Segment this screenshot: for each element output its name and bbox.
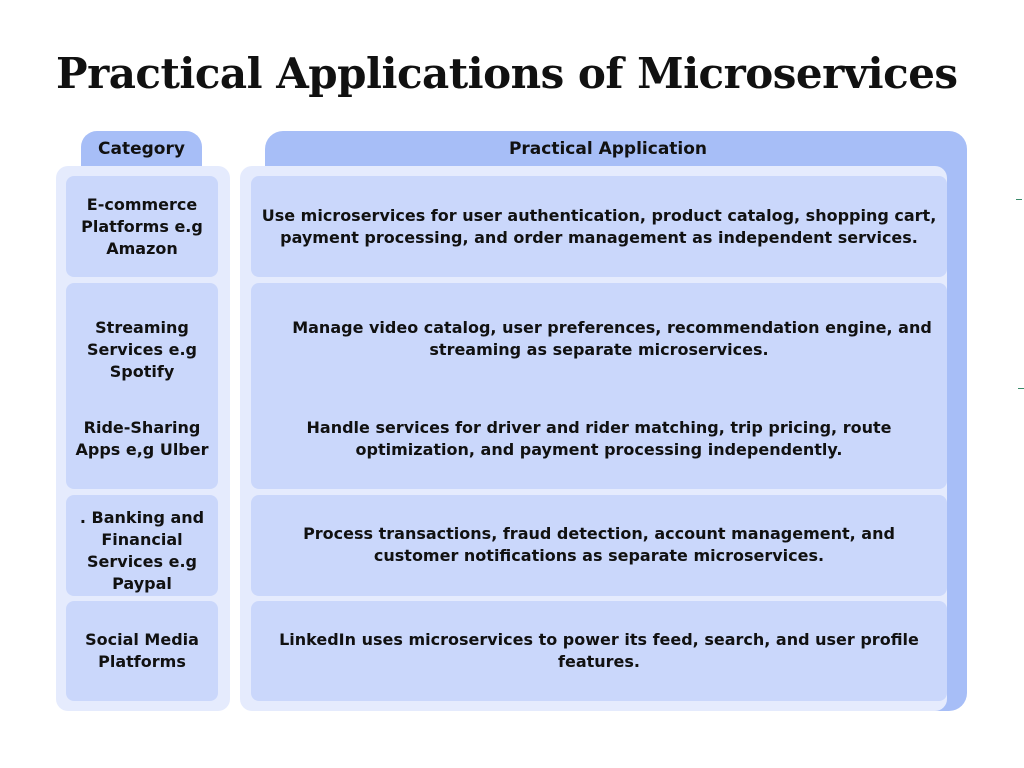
application-line: Manage video catalog, user preferences, recommendation engine, and bbox=[292, 318, 932, 337]
decorative-mark bbox=[1018, 388, 1024, 389]
page-title: Practical Applications of Microservices bbox=[56, 49, 958, 98]
table-row-category bbox=[66, 194, 218, 260]
category-line: Ride-Sharing bbox=[83, 418, 201, 437]
table-row-application bbox=[251, 629, 947, 673]
application-line: customer notifications as separate microservices. bbox=[373, 546, 825, 565]
category-line: . Banking and bbox=[79, 508, 205, 527]
decorative-mark bbox=[1016, 199, 1022, 200]
application-line: optimization, and payment processing independently. bbox=[355, 440, 843, 459]
category-line: Services e.g bbox=[87, 340, 197, 359]
category-column-header: Category bbox=[81, 131, 202, 167]
category-line: Services e.g bbox=[87, 552, 197, 571]
application-column-header: Practical Application bbox=[508, 139, 708, 159]
application-line: streaming as separate microservices. bbox=[429, 340, 769, 359]
category-line: Platforms e.g bbox=[81, 217, 203, 236]
table-row-application bbox=[251, 417, 947, 461]
application-line: Use microservices for user authentication, product catalog, shopping cart, bbox=[261, 206, 937, 225]
application-line: Handle services for driver and rider matching, trip pricing, route bbox=[306, 418, 892, 437]
category-line: Financial bbox=[101, 530, 183, 549]
category-line: Apps e,g Ulber bbox=[75, 440, 209, 459]
category-line: Platforms bbox=[98, 652, 186, 671]
category-line: Spotify bbox=[109, 362, 175, 381]
application-line: LinkedIn uses microservices to power its feed, search, and user profile bbox=[279, 630, 919, 649]
category-line: Social Media bbox=[85, 630, 199, 649]
table-row-application bbox=[251, 523, 947, 567]
table-row-application bbox=[251, 205, 947, 249]
application-line: payment processing, and order management as independent services. bbox=[280, 228, 918, 247]
table-row-category bbox=[66, 629, 218, 673]
application-line: Process transactions, fraud detection, account management, and bbox=[303, 524, 895, 543]
category-line: Streaming bbox=[95, 318, 189, 337]
application-line: features. bbox=[558, 652, 640, 671]
table-row-category bbox=[66, 417, 218, 461]
category-line: E-commerce bbox=[86, 195, 198, 214]
category-line: Paypal bbox=[112, 574, 172, 593]
table-row-category bbox=[66, 317, 218, 383]
table-row-category bbox=[66, 507, 218, 595]
category-line: Amazon bbox=[106, 239, 178, 258]
table-row-application bbox=[251, 317, 947, 361]
